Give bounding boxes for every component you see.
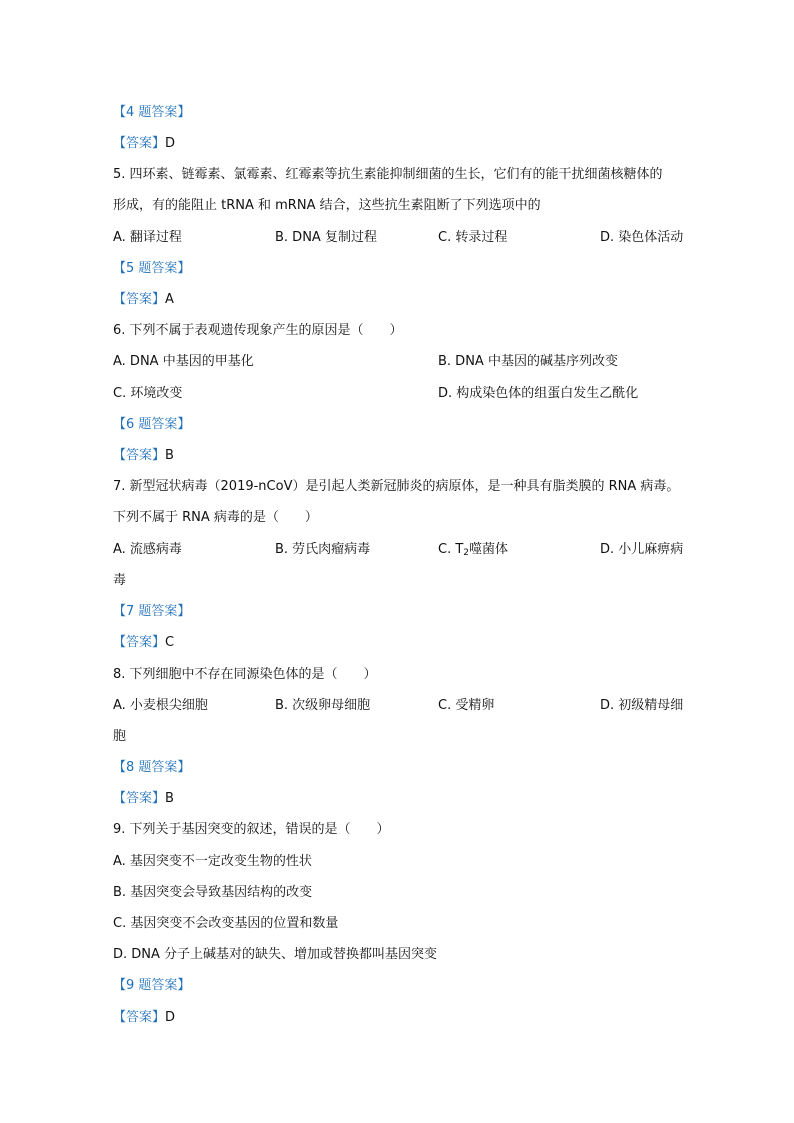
q8-answer-value: B bbox=[165, 791, 174, 806]
q5-stem-line2: 形成，有的能阻止 tRNA 和 mRNA 结合，这些抗生素阻断了下列选项中的 bbox=[113, 198, 541, 213]
q8-option-a: A. 小麦根尖细胞 bbox=[113, 698, 208, 713]
q6-answer-label: 【答案】 bbox=[113, 448, 166, 463]
q9-option-a: A. 基因突变不一定改变生物的性状 bbox=[113, 854, 312, 869]
q7-answer-label: 【答案】 bbox=[113, 635, 166, 650]
q6-option-d: D. 构成染色体的组蛋白发生乙酰化 bbox=[438, 386, 639, 401]
q5-option-b: B. DNA 复制过程 bbox=[275, 230, 377, 245]
q4-answer bbox=[113, 135, 175, 153]
q9-option-c: C. 基因突变不会改变基因的位置和数量 bbox=[113, 916, 339, 931]
q8-answer bbox=[113, 790, 174, 808]
q5-stem-line1: 5. 四环素、链霉素、氯霉素、红霉素等抗生素能抑制细菌的生长，它们有的能干扰细菌核糖体的 bbox=[113, 167, 663, 182]
q9-stem: 9. 下列关于基因突变的叙述，错误的是（ ） bbox=[113, 822, 390, 837]
q9-answer bbox=[113, 1009, 175, 1027]
q7-answer-tag: 【7 题答案】 bbox=[113, 604, 191, 619]
q7-option-c-label: C. T bbox=[438, 542, 464, 557]
q8-stem: 8. 下列细胞中不存在同源染色体的是（ ） bbox=[113, 667, 377, 682]
q9-answer-value: D bbox=[165, 1010, 176, 1025]
q4-answer-tag: 【4 题答案】 bbox=[113, 105, 191, 120]
q7-option-c bbox=[438, 541, 508, 562]
q4-answer-value: D bbox=[165, 136, 176, 151]
q7-option-a: A. 流感病毒 bbox=[113, 542, 182, 557]
q7-stem-line2: 下列不属于 RNA 病毒的是（ ） bbox=[113, 510, 318, 525]
q5-option-c: C. 转录过程 bbox=[438, 230, 508, 245]
q8-option-c: C. 受精卵 bbox=[438, 698, 495, 713]
q9-option-d: D. DNA 分子上碱基对的缺失、增加或替换都叫基因突变 bbox=[113, 947, 438, 962]
q6-answer-tag: 【6 题答案】 bbox=[113, 417, 191, 432]
q9-answer-tag: 【9 题答案】 bbox=[113, 978, 191, 993]
q8-answer-tag: 【8 题答案】 bbox=[113, 760, 191, 775]
q5-answer-label: 【答案】 bbox=[113, 292, 166, 307]
q9-option-b: B. 基因突变会导致基因结构的改变 bbox=[113, 885, 313, 900]
q7-option-c-rest: 噬菌体 bbox=[469, 542, 509, 557]
q8-option-d-wrap: 胞 bbox=[113, 729, 127, 744]
q5-answer-value: A bbox=[165, 292, 174, 307]
q7-answer bbox=[113, 634, 174, 652]
q5-option-d: D. 染色体活动 bbox=[600, 230, 684, 245]
q6-option-a: A. DNA 中基因的甲基化 bbox=[113, 354, 254, 369]
q8-option-d: D. 初级精母细 bbox=[600, 698, 684, 713]
q7-stem-line1: 7. 新型冠状病毒（2019-nCoV）是引起人类新冠肺炎的病原体，是一种具有脂类膜的 RNA 病毒。 bbox=[113, 479, 680, 494]
q4-answer-label: 【答案】 bbox=[113, 136, 166, 151]
q6-option-b: B. DNA 中基因的碱基序列改变 bbox=[438, 354, 618, 369]
q5-answer bbox=[113, 291, 174, 309]
q5-answer-tag: 【5 题答案】 bbox=[113, 261, 191, 276]
q6-answer bbox=[113, 447, 174, 465]
q6-answer-value: B bbox=[165, 448, 174, 463]
q9-answer-label: 【答案】 bbox=[113, 1010, 166, 1025]
q7-option-b: B. 劳氏肉瘤病毒 bbox=[275, 542, 371, 557]
q7-option-c-subscript: 2 bbox=[463, 548, 470, 558]
q7-option-d: D. 小儿麻痹病 bbox=[600, 542, 684, 557]
q6-option-c: C. 环境改变 bbox=[113, 386, 183, 401]
q8-option-b: B. 次级卵母细胞 bbox=[275, 698, 371, 713]
q7-option-d-wrap: 毒 bbox=[113, 573, 127, 588]
q5-option-a: A. 翻译过程 bbox=[113, 230, 182, 245]
q8-answer-label: 【答案】 bbox=[113, 791, 166, 806]
q7-answer-value: C bbox=[165, 635, 175, 650]
q6-stem: 6. 下列不属于表观遗传现象产生的原因是（ ） bbox=[113, 323, 403, 338]
